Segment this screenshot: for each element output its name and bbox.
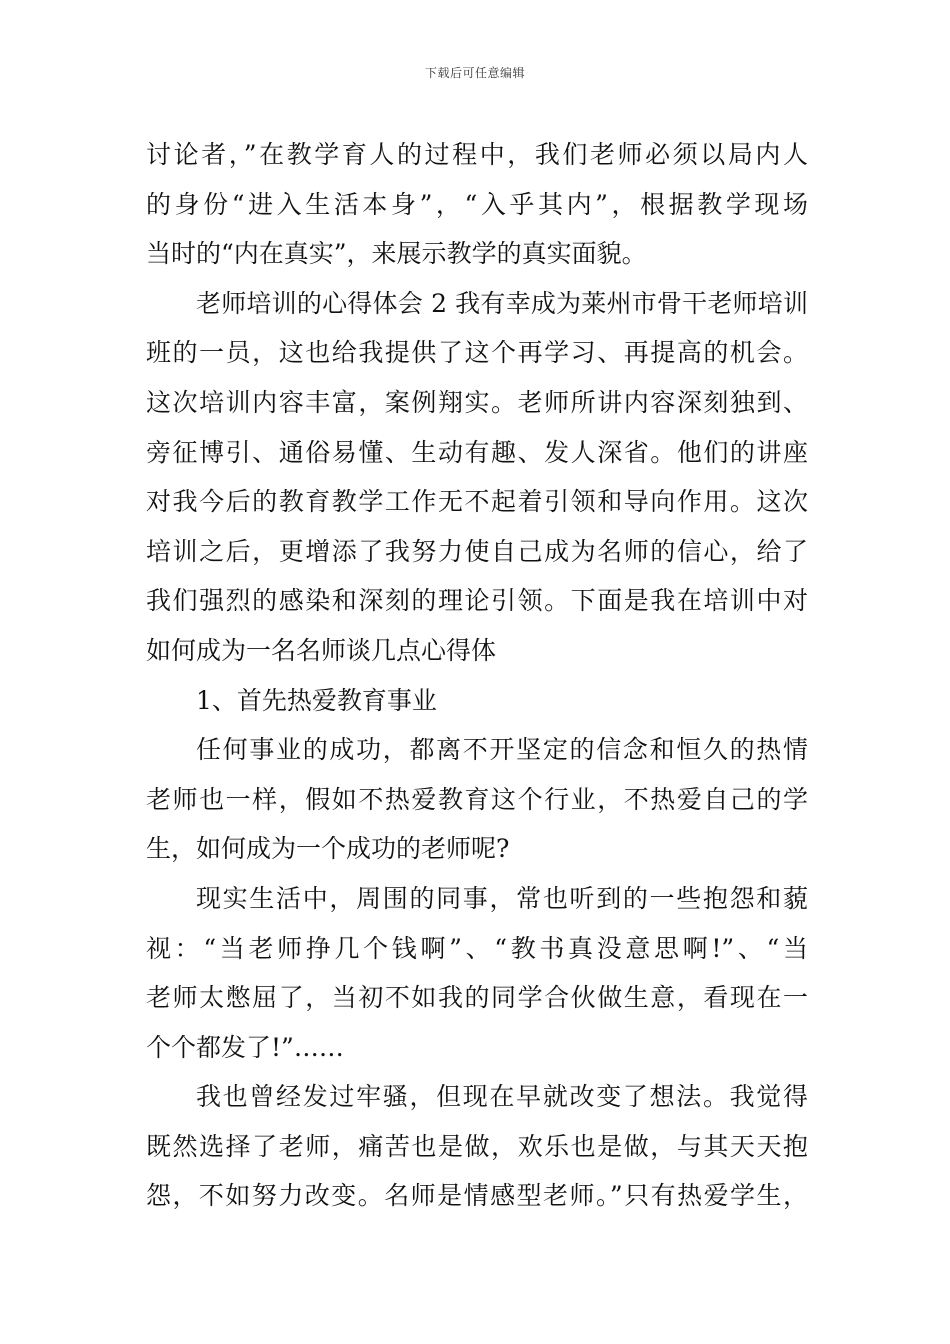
text-line: 我们强烈的感染和深刻的理论引领。下面是我在培训中对 [146,586,808,616]
text-line: 班的一员，这也给我提供了这个再学习、再提高的机会。 [146,338,808,368]
text-line: 现实生活中，周围的同事，常也听到的一些抱怨和藐 [196,883,808,913]
text-line: 个个都发了!”…… [146,1032,344,1062]
text-line: 老师也一样，假如不热爱教育这个行业，不热爱自己的学 [146,784,808,814]
document-body [146,130,808,1221]
text-line: 培训之后，更增添了我努力使自己成为名师的信心，给了 [146,536,808,566]
text-line: 老师培训的心得体会 2 我有幸成为莱州市骨干老师培训 [196,288,808,318]
text-line: 1、首先热爱教育事业 [196,685,437,715]
text-line: 如何成为一名名师谈几点心得体 [146,635,497,665]
text-line: 对我今后的教育教学工作无不起着引领和导向作用。这次 [146,487,808,517]
text-line: 怨，不如努力改变。名师是情感型老师。”只有热爱学生， [146,1181,808,1211]
page-header: 下载后可任意编辑 [424,66,525,80]
text-line: 我也曾经发过牢骚，但现在早就改变了想法。我觉得 [196,1082,808,1112]
text-line: 旁征博引、通俗易懂、生动有趣、发人深省。他们的讲座 [146,437,808,467]
text-line: 视：“当老师挣几个钱啊”、“教书真没意思啊!”、“当 [146,933,808,963]
text-line: 生，如何成为一个成功的老师呢? [146,834,510,864]
text-line: 的身份“进入生活本身”，“入乎其内”，根据教学现场 [146,189,808,219]
text-line: 既然选择了老师，痛苦也是做，欢乐也是做，与其天天抱 [146,1131,808,1161]
text-line: 任何事业的成功，都离不开坚定的信念和恒久的热情 [196,735,808,765]
text-line: 当时的“内在真实”，来展示教学的真实面貌。 [146,239,647,269]
text-line: 这次培训内容丰富，案例翔实。老师所讲内容深刻独到、 [146,387,808,417]
text-line: 老师太憋屈了，当初不如我的同学合伙做生意，看现在一 [146,983,808,1013]
text-line: 讨论者，”在教学育人的过程中，我们老师必须以局内人 [146,140,808,169]
